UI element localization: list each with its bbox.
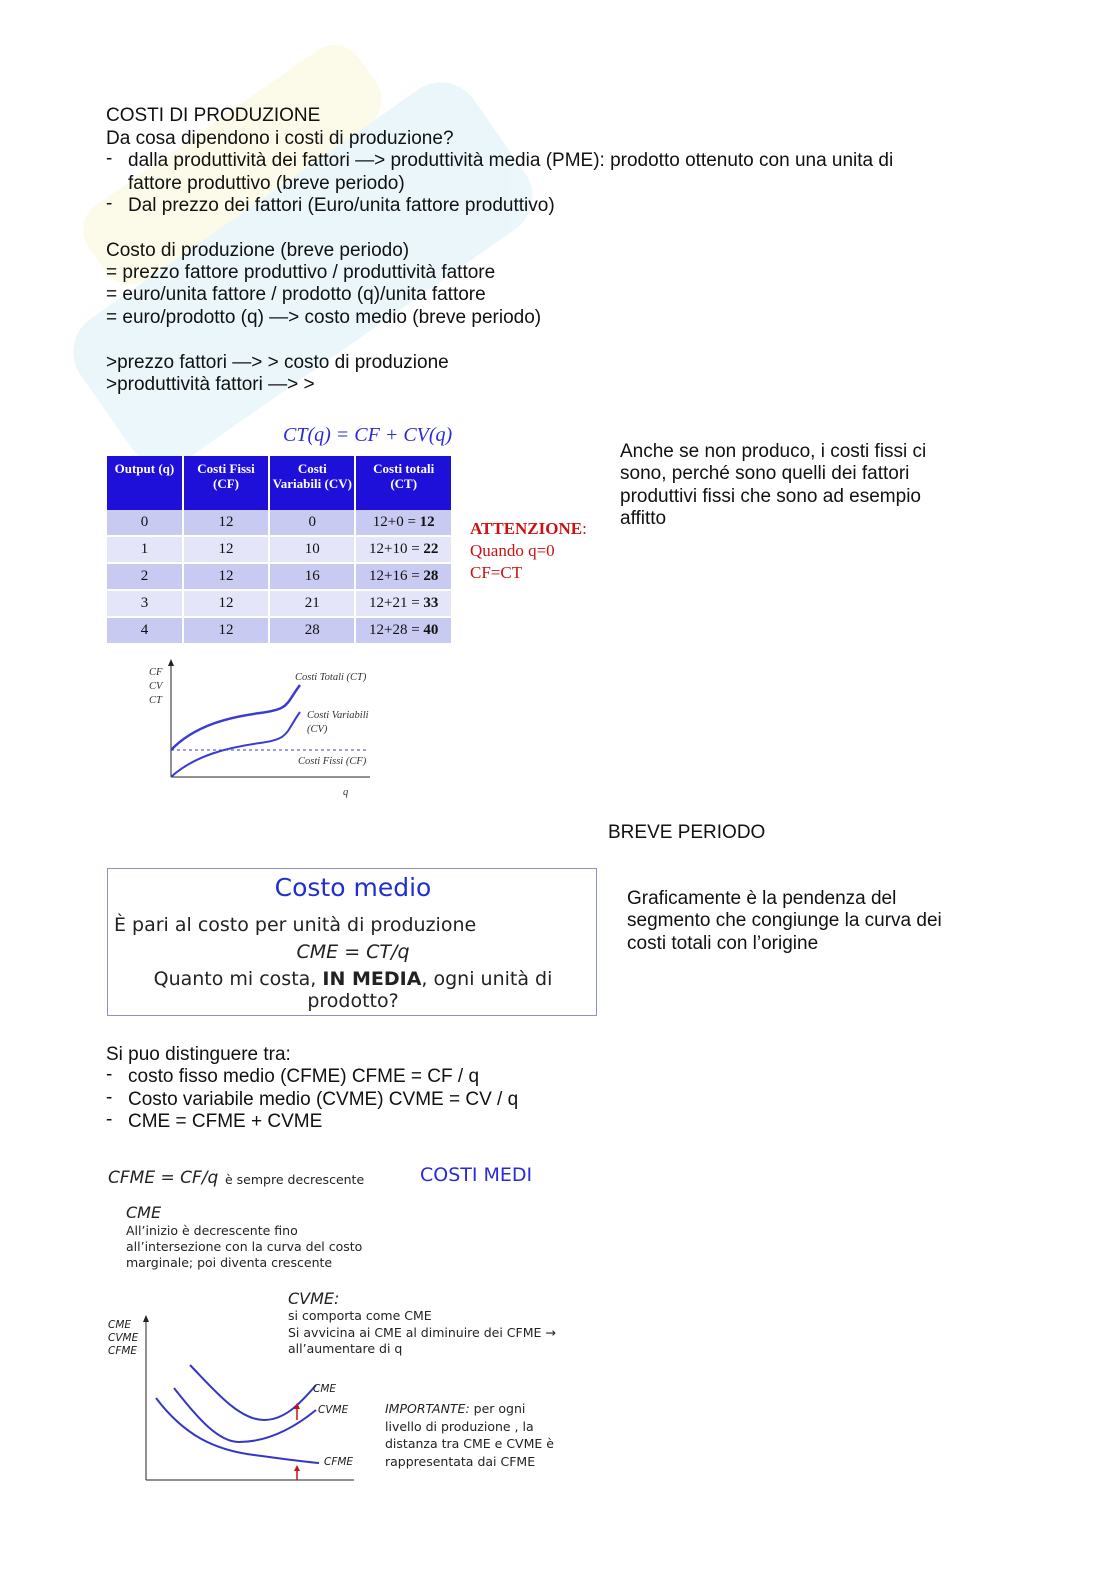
factor-2-line1: Dal prezzo dei fattori (Euro/unita fattore produttivo) bbox=[128, 195, 555, 216]
cme-desc: All’inizio è decrescente fino bbox=[126, 1223, 298, 1238]
costi-medi-title: COSTI MEDI bbox=[420, 1164, 533, 1186]
y-label: CT bbox=[149, 695, 162, 706]
importante-line: rappresentata dai CFME bbox=[385, 1454, 536, 1469]
cme-formula: CME = CT/q bbox=[296, 941, 410, 963]
cell-q: 2 bbox=[107, 563, 183, 590]
costo-line: Costo di produzione (breve periodo) bbox=[106, 240, 410, 261]
cell-q: 1 bbox=[107, 536, 183, 563]
q-text: Quanto mi costa, bbox=[153, 968, 323, 990]
attenzione-line: CF=CT bbox=[470, 563, 523, 582]
cost-table bbox=[107, 456, 453, 645]
costo-medio-box bbox=[107, 868, 597, 1016]
bullet-dash: - bbox=[106, 1109, 113, 1130]
ct-expr: 12+21 = bbox=[368, 595, 424, 611]
cell-cv: 16 bbox=[269, 563, 355, 590]
cvme-curve-label: CVME bbox=[318, 1404, 349, 1416]
cf-curve-label: Costi Fissi (CF) bbox=[298, 756, 367, 767]
ct-value: 40 bbox=[423, 622, 439, 638]
bullet-dash: - bbox=[106, 193, 113, 214]
costo-line: = euro/unita fattore / prodotto (q)/unita fattore bbox=[106, 284, 486, 305]
ct-value: 22 bbox=[423, 541, 439, 557]
costo-medio-question-line2: prodotto? bbox=[307, 990, 399, 1012]
costo-medio-def: È pari al costo per unità di produzione bbox=[114, 914, 477, 936]
q-bold: IN MEDIA bbox=[322, 968, 422, 990]
ct-value: 12 bbox=[419, 514, 435, 530]
attenzione-title: ATTENZIONE bbox=[470, 519, 583, 538]
importante-note bbox=[385, 1401, 525, 1417]
col-header-cv: Costi Variabili (CV) bbox=[269, 456, 355, 510]
y-label: CF bbox=[149, 667, 163, 678]
note-fissi-line: sono, perché sono quelli dei fattori bbox=[620, 463, 910, 484]
ct-expr: 12+28 = bbox=[368, 622, 424, 638]
cell-q: 4 bbox=[107, 617, 183, 644]
ct-expr: 12+16 = bbox=[368, 568, 424, 584]
bullet-dash: - bbox=[106, 1064, 113, 1085]
y-label: CME bbox=[108, 1319, 132, 1331]
table-row bbox=[107, 563, 452, 590]
bullet-dash: - bbox=[106, 148, 113, 169]
y-label: CFME bbox=[108, 1345, 138, 1357]
table-row bbox=[107, 510, 452, 536]
cell-ct bbox=[355, 536, 452, 563]
distinguere-item: costo fisso medio (CFME) CFME = CF / q bbox=[128, 1066, 480, 1087]
attenzione-note bbox=[470, 518, 587, 584]
cell-q: 3 bbox=[107, 590, 183, 617]
graficamente-line: Graficamente è la pendenza del bbox=[627, 888, 897, 909]
relation-line: >produttività fattori —> > bbox=[106, 374, 315, 395]
cell-cv: 28 bbox=[269, 617, 355, 644]
q-text: , ogni unità di bbox=[421, 968, 553, 990]
note-fissi-line: affitto bbox=[620, 508, 667, 529]
col-header-cf: Costi Fissi (CF) bbox=[183, 456, 269, 510]
ct-formula: CT(q) = CF + CV(q) bbox=[283, 424, 453, 446]
average-cost-graph bbox=[104, 1310, 374, 1490]
cell-cv: 10 bbox=[269, 536, 355, 563]
cvme-title: CVME: bbox=[288, 1289, 340, 1308]
cell-cf: 12 bbox=[183, 536, 269, 563]
cme-title: CME bbox=[126, 1203, 162, 1222]
table-row bbox=[107, 536, 452, 563]
cv-curve bbox=[171, 712, 300, 777]
y-axis-arrow bbox=[168, 659, 174, 666]
costo-medio-title: Costo medio bbox=[274, 873, 432, 902]
cme-desc: all’intersezione con la curva del costo bbox=[126, 1239, 363, 1254]
distinguere-item: Costo variabile medio (CVME) CVME = CV / q bbox=[128, 1089, 519, 1110]
cell-cf: 12 bbox=[183, 510, 269, 536]
importante-line: livello di produzione , la bbox=[385, 1419, 534, 1434]
cme-curve-label: CME bbox=[313, 1383, 337, 1395]
attenzione-line: Quando q=0 bbox=[470, 541, 555, 560]
cell-ct bbox=[355, 510, 452, 536]
note-fissi-line: Anche se non produco, i costi fissi ci bbox=[620, 441, 927, 462]
cv-curve-label: (CV) bbox=[307, 724, 328, 735]
costo-line: = euro/prodotto (q) —> costo medio (breve periodo) bbox=[106, 307, 542, 328]
cme-desc: marginale; poi diventa crescente bbox=[126, 1255, 333, 1270]
distinguere-intro: Si puo distinguere tra: bbox=[106, 1044, 291, 1065]
question-line: Da cosa dipendono i costi di produzione? bbox=[106, 128, 454, 149]
factor-1-line1: dalla produttività dei fattori —> produttività media (PME): prodotto ottenuto con una unita di bbox=[128, 150, 894, 171]
page-title: COSTI DI PRODUZIONE bbox=[106, 105, 321, 126]
cv-curve-label: Costi Variabili bbox=[307, 710, 369, 721]
cfme-gap-arrow-head bbox=[294, 1465, 300, 1471]
x-label: q bbox=[343, 787, 349, 798]
factor-1-line2: fattore produttivo (breve periodo) bbox=[128, 173, 405, 194]
cell-ct bbox=[355, 563, 452, 590]
importante-line: distanza tra CME e CVME è bbox=[385, 1436, 554, 1451]
col-header-ct: Costi totali (CT) bbox=[355, 456, 452, 510]
cell-cf: 12 bbox=[183, 617, 269, 644]
relation-line: >prezzo fattori —> > costo di produzione bbox=[106, 352, 449, 373]
cost-curves-graph bbox=[140, 655, 400, 805]
col-header-output: Output (q) bbox=[107, 456, 183, 510]
cfme-curve-label: CFME bbox=[324, 1456, 354, 1468]
attenzione-colon: : bbox=[582, 519, 587, 538]
note-fissi-line: produttivi fissi che sono ad esempio bbox=[620, 486, 921, 507]
cell-ct bbox=[355, 590, 452, 617]
breve-periodo-label: BREVE PERIODO bbox=[608, 822, 766, 843]
graficamente-line: segmento che congiunge la curva dei bbox=[627, 910, 942, 931]
cell-cv: 21 bbox=[269, 590, 355, 617]
table-row bbox=[107, 590, 452, 617]
importante-text: per ogni bbox=[469, 1401, 526, 1416]
ct-expr: 12+10 = bbox=[368, 541, 424, 557]
cell-cv: 0 bbox=[269, 510, 355, 536]
ct-value: 33 bbox=[423, 595, 439, 611]
cell-ct bbox=[355, 617, 452, 644]
ct-value: 28 bbox=[423, 568, 439, 584]
table-row bbox=[107, 617, 452, 644]
costo-line: = prezzo fattore produttivo / produttività fattore bbox=[106, 262, 496, 283]
ct-expr: 12+0 = bbox=[372, 514, 420, 530]
ct-curve bbox=[171, 685, 300, 750]
ct-curve-label: Costi Totali (CT) bbox=[295, 672, 367, 683]
y-label: CVME bbox=[108, 1332, 139, 1344]
cfme-note: è sempre decrescente bbox=[225, 1172, 365, 1187]
cell-q: 0 bbox=[107, 510, 183, 536]
cvme-desc: Si avvicina ai CME al diminuire dei CFME → bbox=[288, 1325, 556, 1340]
cfme-formula: CFME = CF/q bbox=[108, 1168, 219, 1188]
cell-cf: 12 bbox=[183, 563, 269, 590]
y-label: CV bbox=[149, 681, 163, 692]
graficamente-line: costi totali con l’origine bbox=[627, 933, 819, 954]
distinguere-item: CME = CFME + CVME bbox=[128, 1111, 323, 1132]
costo-medio-question bbox=[108, 968, 598, 990]
cvme-desc: si comporta come CME bbox=[288, 1308, 432, 1323]
bullet-dash: - bbox=[106, 1087, 113, 1108]
y-axis-arrow bbox=[143, 1315, 149, 1322]
cell-cf: 12 bbox=[183, 590, 269, 617]
importante-title: IMPORTANTE: bbox=[385, 1401, 470, 1416]
cvme-desc: all’aumentare di q bbox=[288, 1341, 403, 1356]
